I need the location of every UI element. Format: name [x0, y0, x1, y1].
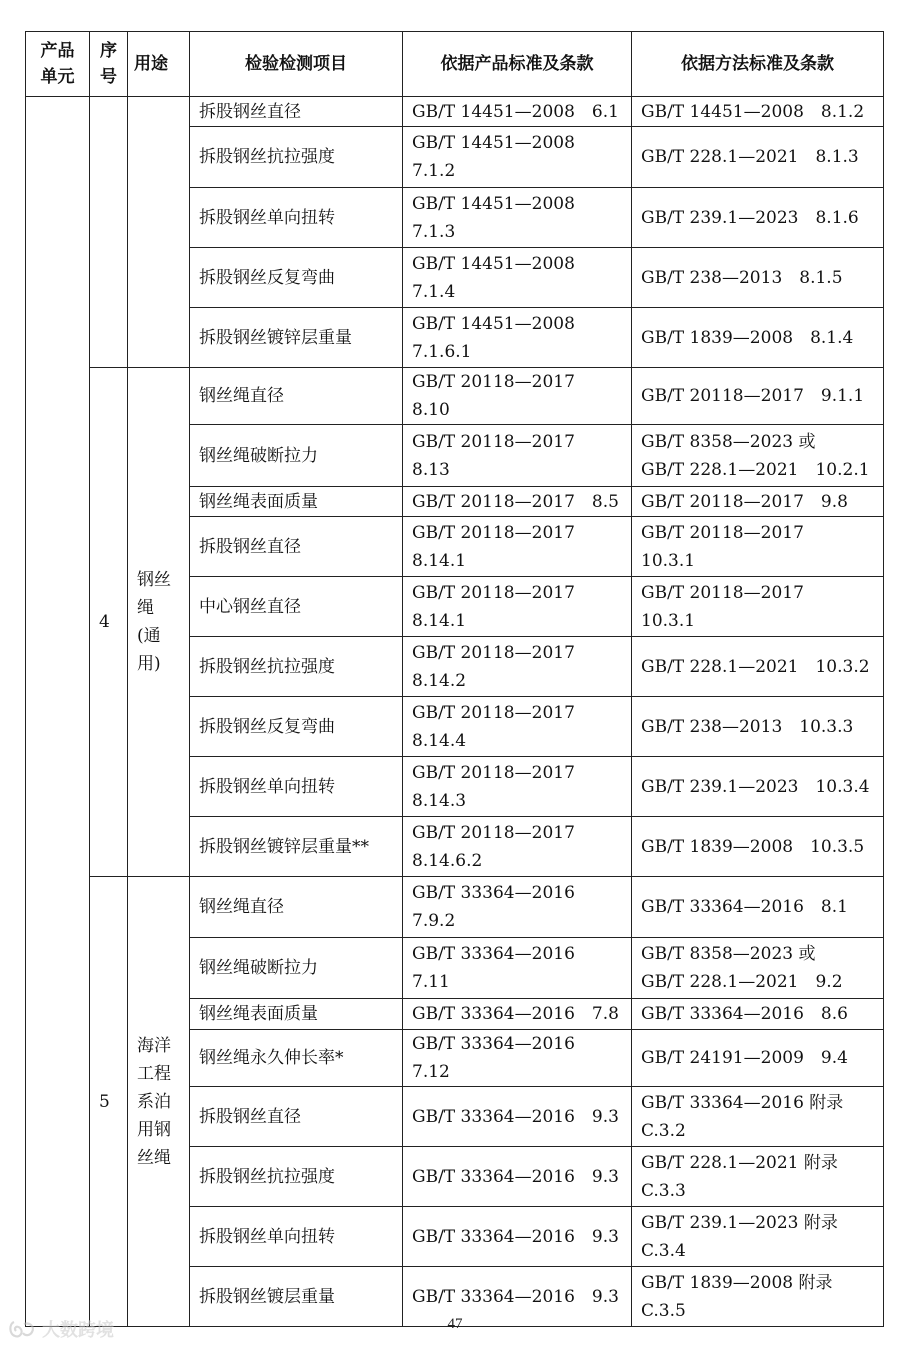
product-std-cell: GB/T 33364—2016 7.11 — [403, 938, 632, 999]
table-header-row — [26, 32, 884, 97]
method-std-cell: GB/T 1839—2008 附录 C.3.5 — [632, 1267, 884, 1327]
table-body — [26, 97, 884, 1327]
item-cell: 钢丝绳表面质量 — [190, 487, 403, 517]
item-cell: 拆股钢丝单向扭转 — [190, 757, 403, 817]
item-cell: 钢丝绳破断拉力 — [190, 425, 403, 487]
item-cell: 钢丝绳表面质量 — [190, 999, 403, 1030]
product-std-cell: GB/T 20118—2017 8.14.6.2 — [403, 817, 632, 877]
product-unit-cell — [26, 97, 90, 1327]
product-std-cell: GB/T 14451—2008 7.1.2 — [403, 127, 632, 188]
item-cell: 中心钢丝直径 — [190, 577, 403, 637]
header-usage: 用途 — [128, 32, 190, 97]
item-cell: 拆股钢丝反复弯曲 — [190, 248, 403, 308]
method-std-cell: GB/T 20118—2017 10.3.1 — [632, 517, 884, 577]
item-cell: 钢丝绳破断拉力 — [190, 938, 403, 999]
method-std-cell: GB/T 238—2013 10.3.3 — [632, 697, 884, 757]
method-std-cell: GB/T 228.1—2021 附录 C.3.3 — [632, 1147, 884, 1207]
method-std-cell: GB/T 33364—2016 8.6 — [632, 999, 884, 1030]
method-std-cell: GB/T 33364—2016 附录 C.3.2 — [632, 1087, 884, 1147]
method-std-cell: GB/T 228.1—2021 8.1.3 — [632, 127, 884, 188]
method-std-cell: GB/T 8358—2023 或 GB/T 228.1—2021 9.2 — [632, 938, 884, 999]
method-std-cell: GB/T 239.1—2023 10.3.4 — [632, 757, 884, 817]
product-std-cell: GB/T 20118—2017 8.14.1 — [403, 577, 632, 637]
inspection-standards-table — [25, 31, 884, 1327]
header-method-std: 依据方法标准及条款 — [632, 32, 884, 97]
method-std-cell: GB/T 14451—2008 8.1.2 — [632, 97, 884, 127]
product-std-cell: GB/T 14451—2008 7.1.3 — [403, 188, 632, 248]
method-std-cell: GB/T 8358—2023 或 GB/T 228.1—2021 10.2.1 — [632, 425, 884, 487]
product-std-cell: GB/T 33364—2016 7.12 — [403, 1030, 632, 1087]
product-std-cell: GB/T 33364—2016 7.8 — [403, 999, 632, 1030]
product-std-cell: GB/T 14451—2008 6.1 — [403, 97, 632, 127]
product-std-cell: GB/T 33364—2016 9.3 — [403, 1087, 632, 1147]
table-row — [26, 97, 884, 127]
item-cell: 拆股钢丝单向扭转 — [190, 188, 403, 248]
product-std-cell: GB/T 20118—2017 8.5 — [403, 487, 632, 517]
item-cell: 拆股钢丝抗拉强度 — [190, 1147, 403, 1207]
method-std-cell: GB/T 20118—2017 9.8 — [632, 487, 884, 517]
seq-cell — [90, 97, 128, 368]
item-cell: 拆股钢丝单向扭转 — [190, 1207, 403, 1267]
usage-cell: 钢丝 绳 (通 用) — [128, 368, 190, 877]
method-std-cell: GB/T 33364—2016 8.1 — [632, 877, 884, 938]
item-cell: 拆股钢丝反复弯曲 — [190, 697, 403, 757]
method-std-cell: GB/T 238—2013 8.1.5 — [632, 248, 884, 308]
item-cell: 钢丝绳永久伸长率* — [190, 1030, 403, 1087]
product-std-cell: GB/T 20118—2017 8.14.4 — [403, 697, 632, 757]
product-std-cell: GB/T 20118—2017 8.10 — [403, 368, 632, 425]
product-std-cell: GB/T 20118—2017 8.13 — [403, 425, 632, 487]
item-cell: 拆股钢丝直径 — [190, 97, 403, 127]
usage-cell — [128, 97, 190, 368]
method-std-cell: GB/T 239.1—2023 附录 C.3.4 — [632, 1207, 884, 1267]
product-std-cell: GB/T 14451—2008 7.1.4 — [403, 248, 632, 308]
item-cell: 拆股钢丝抗拉强度 — [190, 637, 403, 697]
item-cell: 拆股钢丝镀层重量 — [190, 1267, 403, 1327]
product-std-cell: GB/T 20118—2017 8.14.3 — [403, 757, 632, 817]
method-std-cell: GB/T 20118—2017 9.1.1 — [632, 368, 884, 425]
item-cell: 拆股钢丝镀锌层重量** — [190, 817, 403, 877]
header-product-unit: 产品 单元 — [26, 32, 90, 97]
table-row — [26, 877, 884, 938]
product-std-cell: GB/T 33364—2016 7.9.2 — [403, 877, 632, 938]
product-std-cell: GB/T 33364—2016 9.3 — [403, 1267, 632, 1327]
seq-cell: 4 — [90, 368, 128, 877]
watermark-text: 大数跨境 — [42, 1320, 114, 1341]
method-std-cell: GB/T 24191—2009 9.4 — [632, 1030, 884, 1087]
method-std-cell: GB/T 1839—2008 10.3.5 — [632, 817, 884, 877]
method-std-cell: GB/T 20118—2017 10.3.1 — [632, 577, 884, 637]
item-cell: 钢丝绳直径 — [190, 368, 403, 425]
header-product-std: 依据产品标准及条款 — [403, 32, 632, 97]
table-row — [26, 368, 884, 425]
seq-cell: 5 — [90, 877, 128, 1327]
item-cell: 拆股钢丝镀锌层重量 — [190, 308, 403, 368]
product-std-cell: GB/T 33364—2016 9.3 — [403, 1147, 632, 1207]
page-number: 47 — [447, 1316, 463, 1332]
product-std-cell: GB/T 20118—2017 8.14.2 — [403, 637, 632, 697]
method-std-cell: GB/T 228.1—2021 10.3.2 — [632, 637, 884, 697]
usage-cell: 海洋 工程 系泊 用钢 丝绳 — [128, 877, 190, 1327]
header-seq: 序 号 — [90, 32, 128, 97]
product-std-cell: GB/T 20118—2017 8.14.1 — [403, 517, 632, 577]
item-cell: 钢丝绳直径 — [190, 877, 403, 938]
method-std-cell: GB/T 1839—2008 8.1.4 — [632, 308, 884, 368]
method-std-cell: GB/T 239.1—2023 8.1.6 — [632, 188, 884, 248]
item-cell: 拆股钢丝直径 — [190, 517, 403, 577]
item-cell: 拆股钢丝直径 — [190, 1087, 403, 1147]
product-std-cell: GB/T 14451—2008 7.1.6.1 — [403, 308, 632, 368]
header-item: 检验检测项目 — [190, 32, 403, 97]
item-cell: 拆股钢丝抗拉强度 — [190, 127, 403, 188]
product-std-cell: GB/T 33364—2016 9.3 — [403, 1207, 632, 1267]
